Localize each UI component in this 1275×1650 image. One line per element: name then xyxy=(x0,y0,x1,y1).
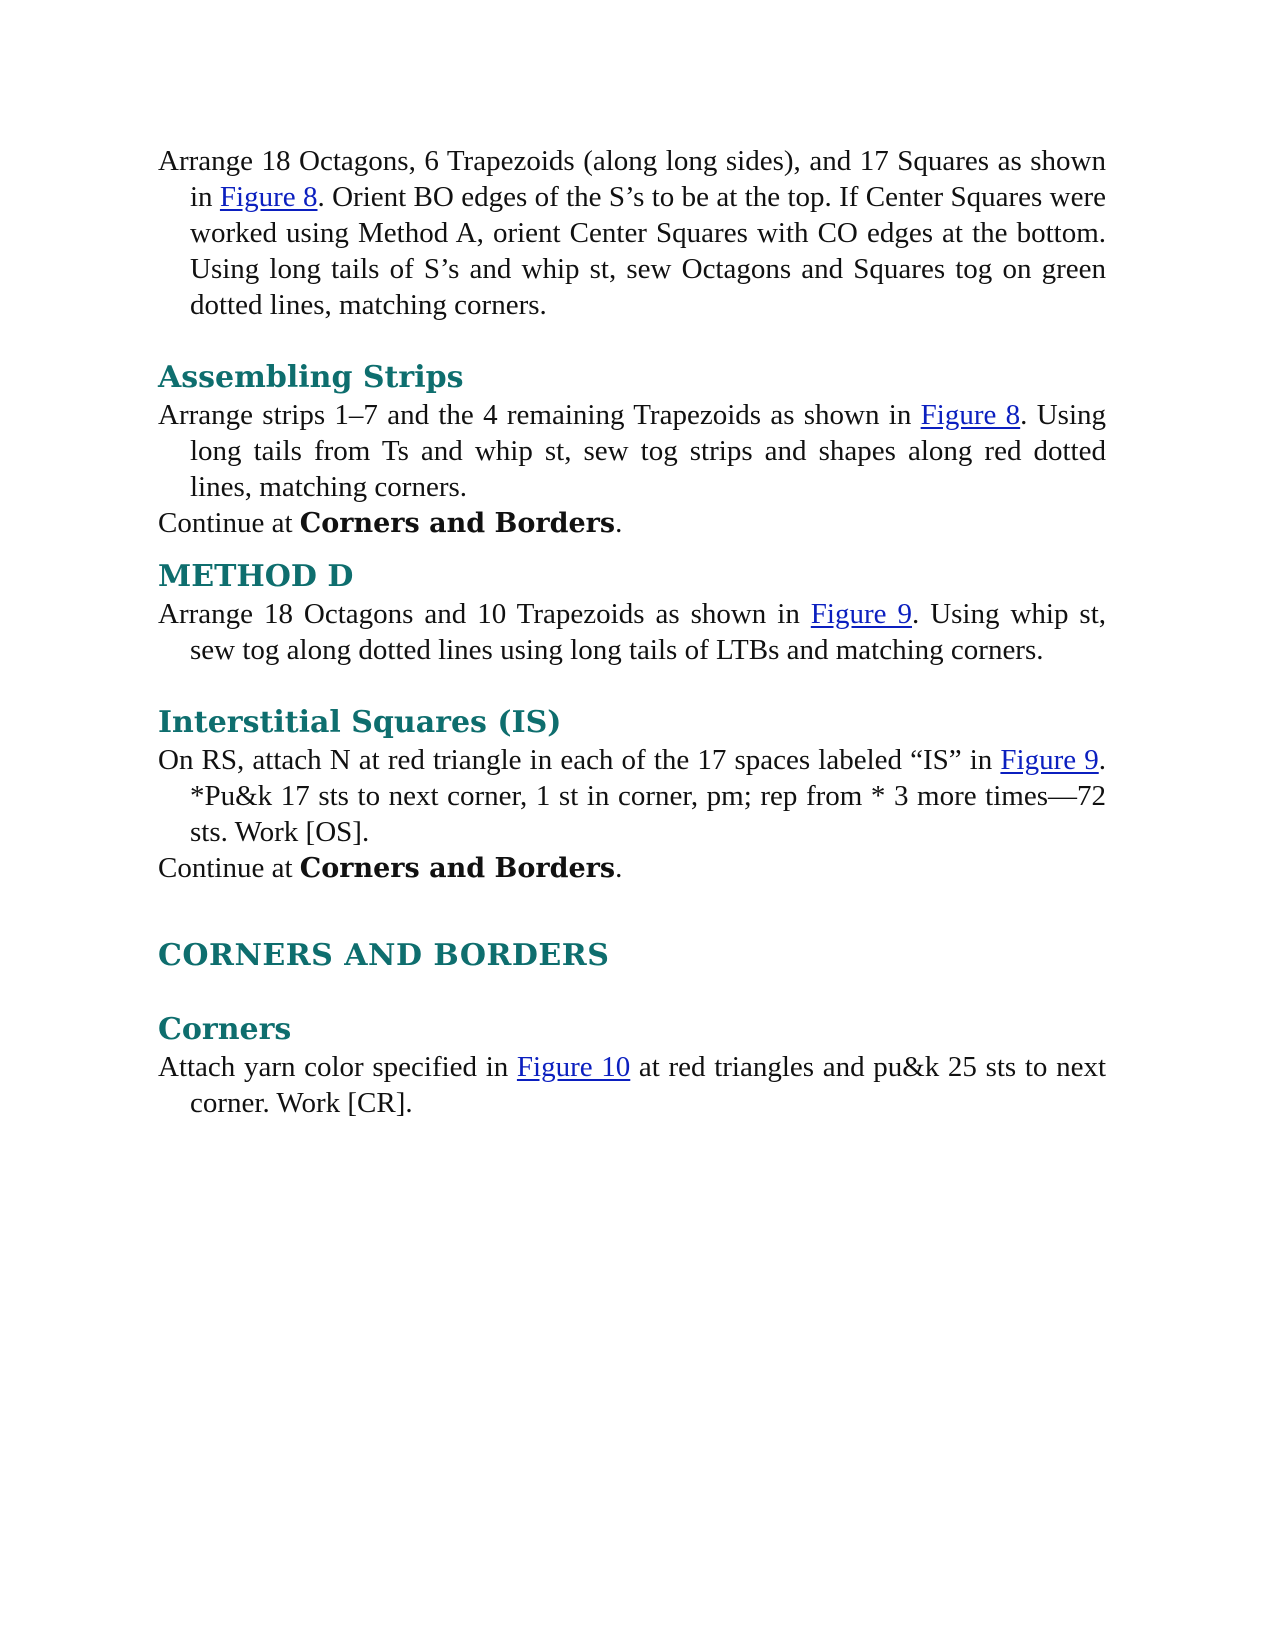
corners-and-borders-heading: CORNERS AND BORDERS xyxy=(158,938,610,973)
continue-reference: Corners and Borders xyxy=(299,853,616,884)
method-d-heading: METHOD D xyxy=(158,559,354,594)
interstitial-text-1: On RS, attach N at red triangle in each of the 17 spaces labeled “IS” in xyxy=(158,744,1001,776)
corners-paragraph xyxy=(158,1049,1106,1121)
assembling-text-2: . Using long tails from Ts and whip st, sew tog strips and shapes along red dotted lines, matching corners. xyxy=(190,399,1106,503)
figure-9-link[interactable]: Figure 9 xyxy=(1000,744,1099,776)
interstitial-text-2: . *Pu&k 17 sts to next corner, 1 st in corner, pm; rep from * 3 more times—72 sts. Work [OS]. xyxy=(190,744,1106,848)
figure-9-link[interactable]: Figure 9 xyxy=(810,598,912,630)
method-d-paragraph xyxy=(158,596,1106,668)
continue-reference: Corners and Borders xyxy=(299,508,616,539)
interstitial-squares-heading: Interstitial Squares (IS) xyxy=(158,705,562,740)
document-page xyxy=(158,143,1106,1121)
intro-text-1: Arrange 18 Octagons, 6 Trapezoids (along long sides), and 17 Squares as shown in xyxy=(158,145,1106,213)
assembling-text-1: Arrange strips 1–7 and the 4 remaining Trapezoids as shown in xyxy=(158,399,921,431)
corners-heading: Corners xyxy=(158,1012,292,1047)
figure-10-link[interactable]: Figure 10 xyxy=(516,1051,631,1083)
continue-suffix: . xyxy=(615,852,623,884)
method-d-text-2: . Using whip st, sew tog along dotted lines using long tails of LTBs and matching corners. xyxy=(190,598,1106,666)
figure-8-link[interactable]: Figure 8 xyxy=(920,399,1021,431)
intro-paragraph xyxy=(158,143,1106,323)
continue-suffix: . xyxy=(615,507,623,539)
intro-text-2: . Orient BO edges of the S’s to be at the top. If Center Squares were worked using Method A, orient Center Squares with CO edges at the bottom. Using long tails of S’s and whip st, sew Octagons and Squares tog on green dotted lines, matching corners. xyxy=(190,181,1106,321)
figure-8-link[interactable]: Figure 8 xyxy=(219,181,318,213)
assembling-strips-paragraph xyxy=(158,397,1106,505)
method-d-text-1: Arrange 18 Octagons and 10 Trapezoids as shown in xyxy=(158,598,811,630)
interstitial-paragraph xyxy=(158,742,1106,850)
continue-prefix: Continue at xyxy=(158,852,300,884)
continue-line xyxy=(158,505,1106,542)
corners-text-1: Attach yarn color specified in xyxy=(158,1051,517,1083)
continue-prefix: Continue at xyxy=(158,507,300,539)
assembling-strips-heading: Assembling Strips xyxy=(158,360,464,395)
continue-line xyxy=(158,850,1106,887)
corners-text-2: at red triangles and pu&k 25 sts to next corner. Work [CR]. xyxy=(190,1051,1106,1119)
